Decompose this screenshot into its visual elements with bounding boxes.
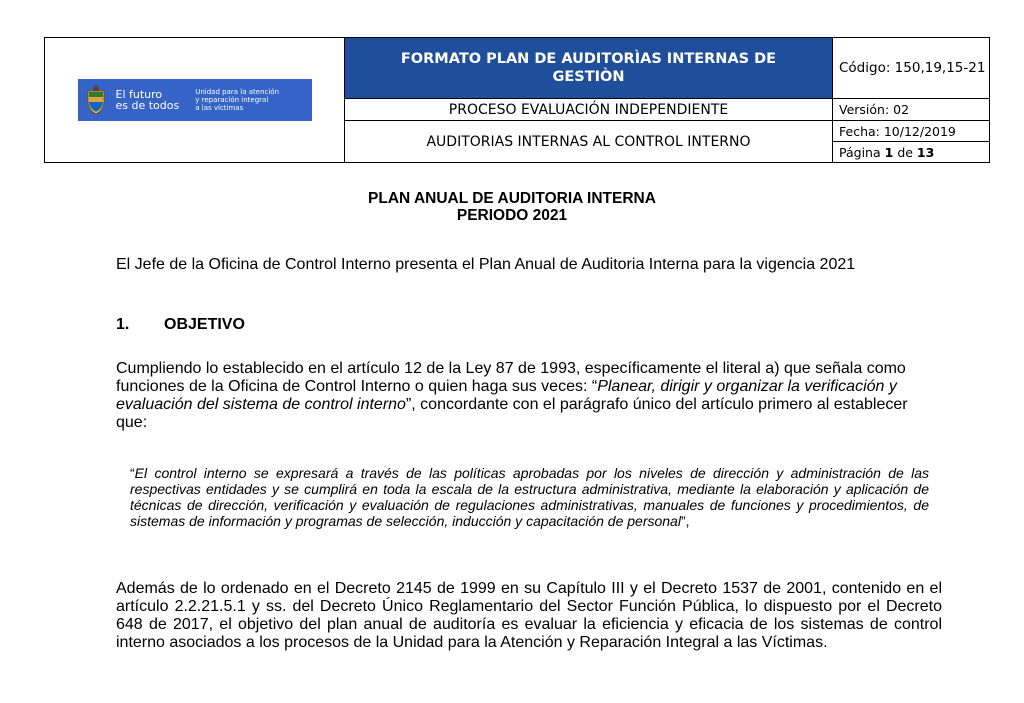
- entity-name-line-3: a las víctimas: [195, 104, 244, 112]
- subprocess-name: AUDITORIAS INTERNAS AL CONTROL INTERNO: [345, 121, 833, 163]
- document-version: Versión: 02: [833, 99, 990, 121]
- page-label: Página: [839, 144, 881, 160]
- quote-close: ”,: [680, 513, 690, 529]
- slogan: [116, 89, 180, 111]
- objective-paragraph: [116, 360, 942, 432]
- page-number: [833, 142, 990, 163]
- document-date: Fecha: 10/12/2019: [833, 121, 990, 142]
- entity-name-line-1: Unidad para la atención: [195, 88, 280, 96]
- document-title: PLAN ANUAL DE AUDITORIA INTERNA: [368, 190, 656, 207]
- format-title: FORMATO PLAN DE AUDITORÌAS INTERNAS DE GESTIÒN: [345, 38, 833, 99]
- page-total: 13: [916, 144, 935, 160]
- objective-text-2: ”, concordante con el parágrafo único del artículo primero al establecer que:: [116, 396, 908, 431]
- document-period: PERIODO 2021: [456, 207, 568, 224]
- page-current: 1: [884, 144, 894, 160]
- objective-text-1: Cumpliendo lo establecido en el artículo 12 de la Ley 87 de 1993, específicamente el literal a) que señala como funciones de la Oficina de Control Interno o quien haga sus veces: “: [116, 360, 906, 395]
- quote-text: El control interno se expresará a través de las políticas aprobadas por los niveles de dirección y administración de las respectivas entidades y se cumplirá en toda la escala de la estructura administrativa, mediante la elaboración y aplicación de técnicas de dirección, verificación y evaluación de regulaciones administrativas, manuales de funciones y procedimientos, de sistemas de información y programas de selección, inducción y capacitación de personal: [130, 465, 929, 529]
- process-name: PROCESO EVALUACIÓN INDEPENDIENTE: [345, 99, 833, 121]
- logo-cell: [45, 38, 345, 163]
- entity-logo: [78, 79, 312, 121]
- entity-name: [195, 88, 279, 112]
- document-header-table: [44, 37, 990, 163]
- section-number: 1.: [116, 316, 130, 333]
- page-of: de: [897, 144, 913, 160]
- coat-of-arms-icon: [84, 85, 108, 115]
- document-code: Código: 150,19,15-21: [833, 38, 990, 99]
- quote-open: “: [130, 465, 135, 481]
- final-paragraph: Además de lo ordenado en el Decreto 2145 de 1999 en su Capítulo III y el Decreto 1537 de 2001, contenido en el artículo 2.2.21.5.1 y ss. del Decreto Único Reglamentario del Sector Función Pública, lo dispuesto por el Decreto 648 de 2017, el objetivo del plan anual de auditoría es evaluar la eficiencia y eficacia de los sistemas de control interno asociados a los procesos de la Unidad para la Atención y Reparación Integral a las Víctimas.: [116, 580, 942, 651]
- entity-name-line-2: y reparación integral: [195, 96, 269, 104]
- slogan-line-1: El futuro: [115, 88, 163, 101]
- legal-quote: [130, 465, 929, 529]
- section-title: OBJETIVO: [164, 316, 245, 333]
- slogan-line-2: es de todos: [115, 99, 180, 112]
- objective-italic-quote: Planear, dirigir y organizar la verificación y evaluación del sistema de control interno: [116, 378, 897, 413]
- intro-paragraph: El Jefe de la Oficina de Control Interno presenta el Plan Anual de Auditoria Interna para la vigencia 2021: [116, 256, 856, 273]
- section-heading-objetivo: [116, 316, 245, 334]
